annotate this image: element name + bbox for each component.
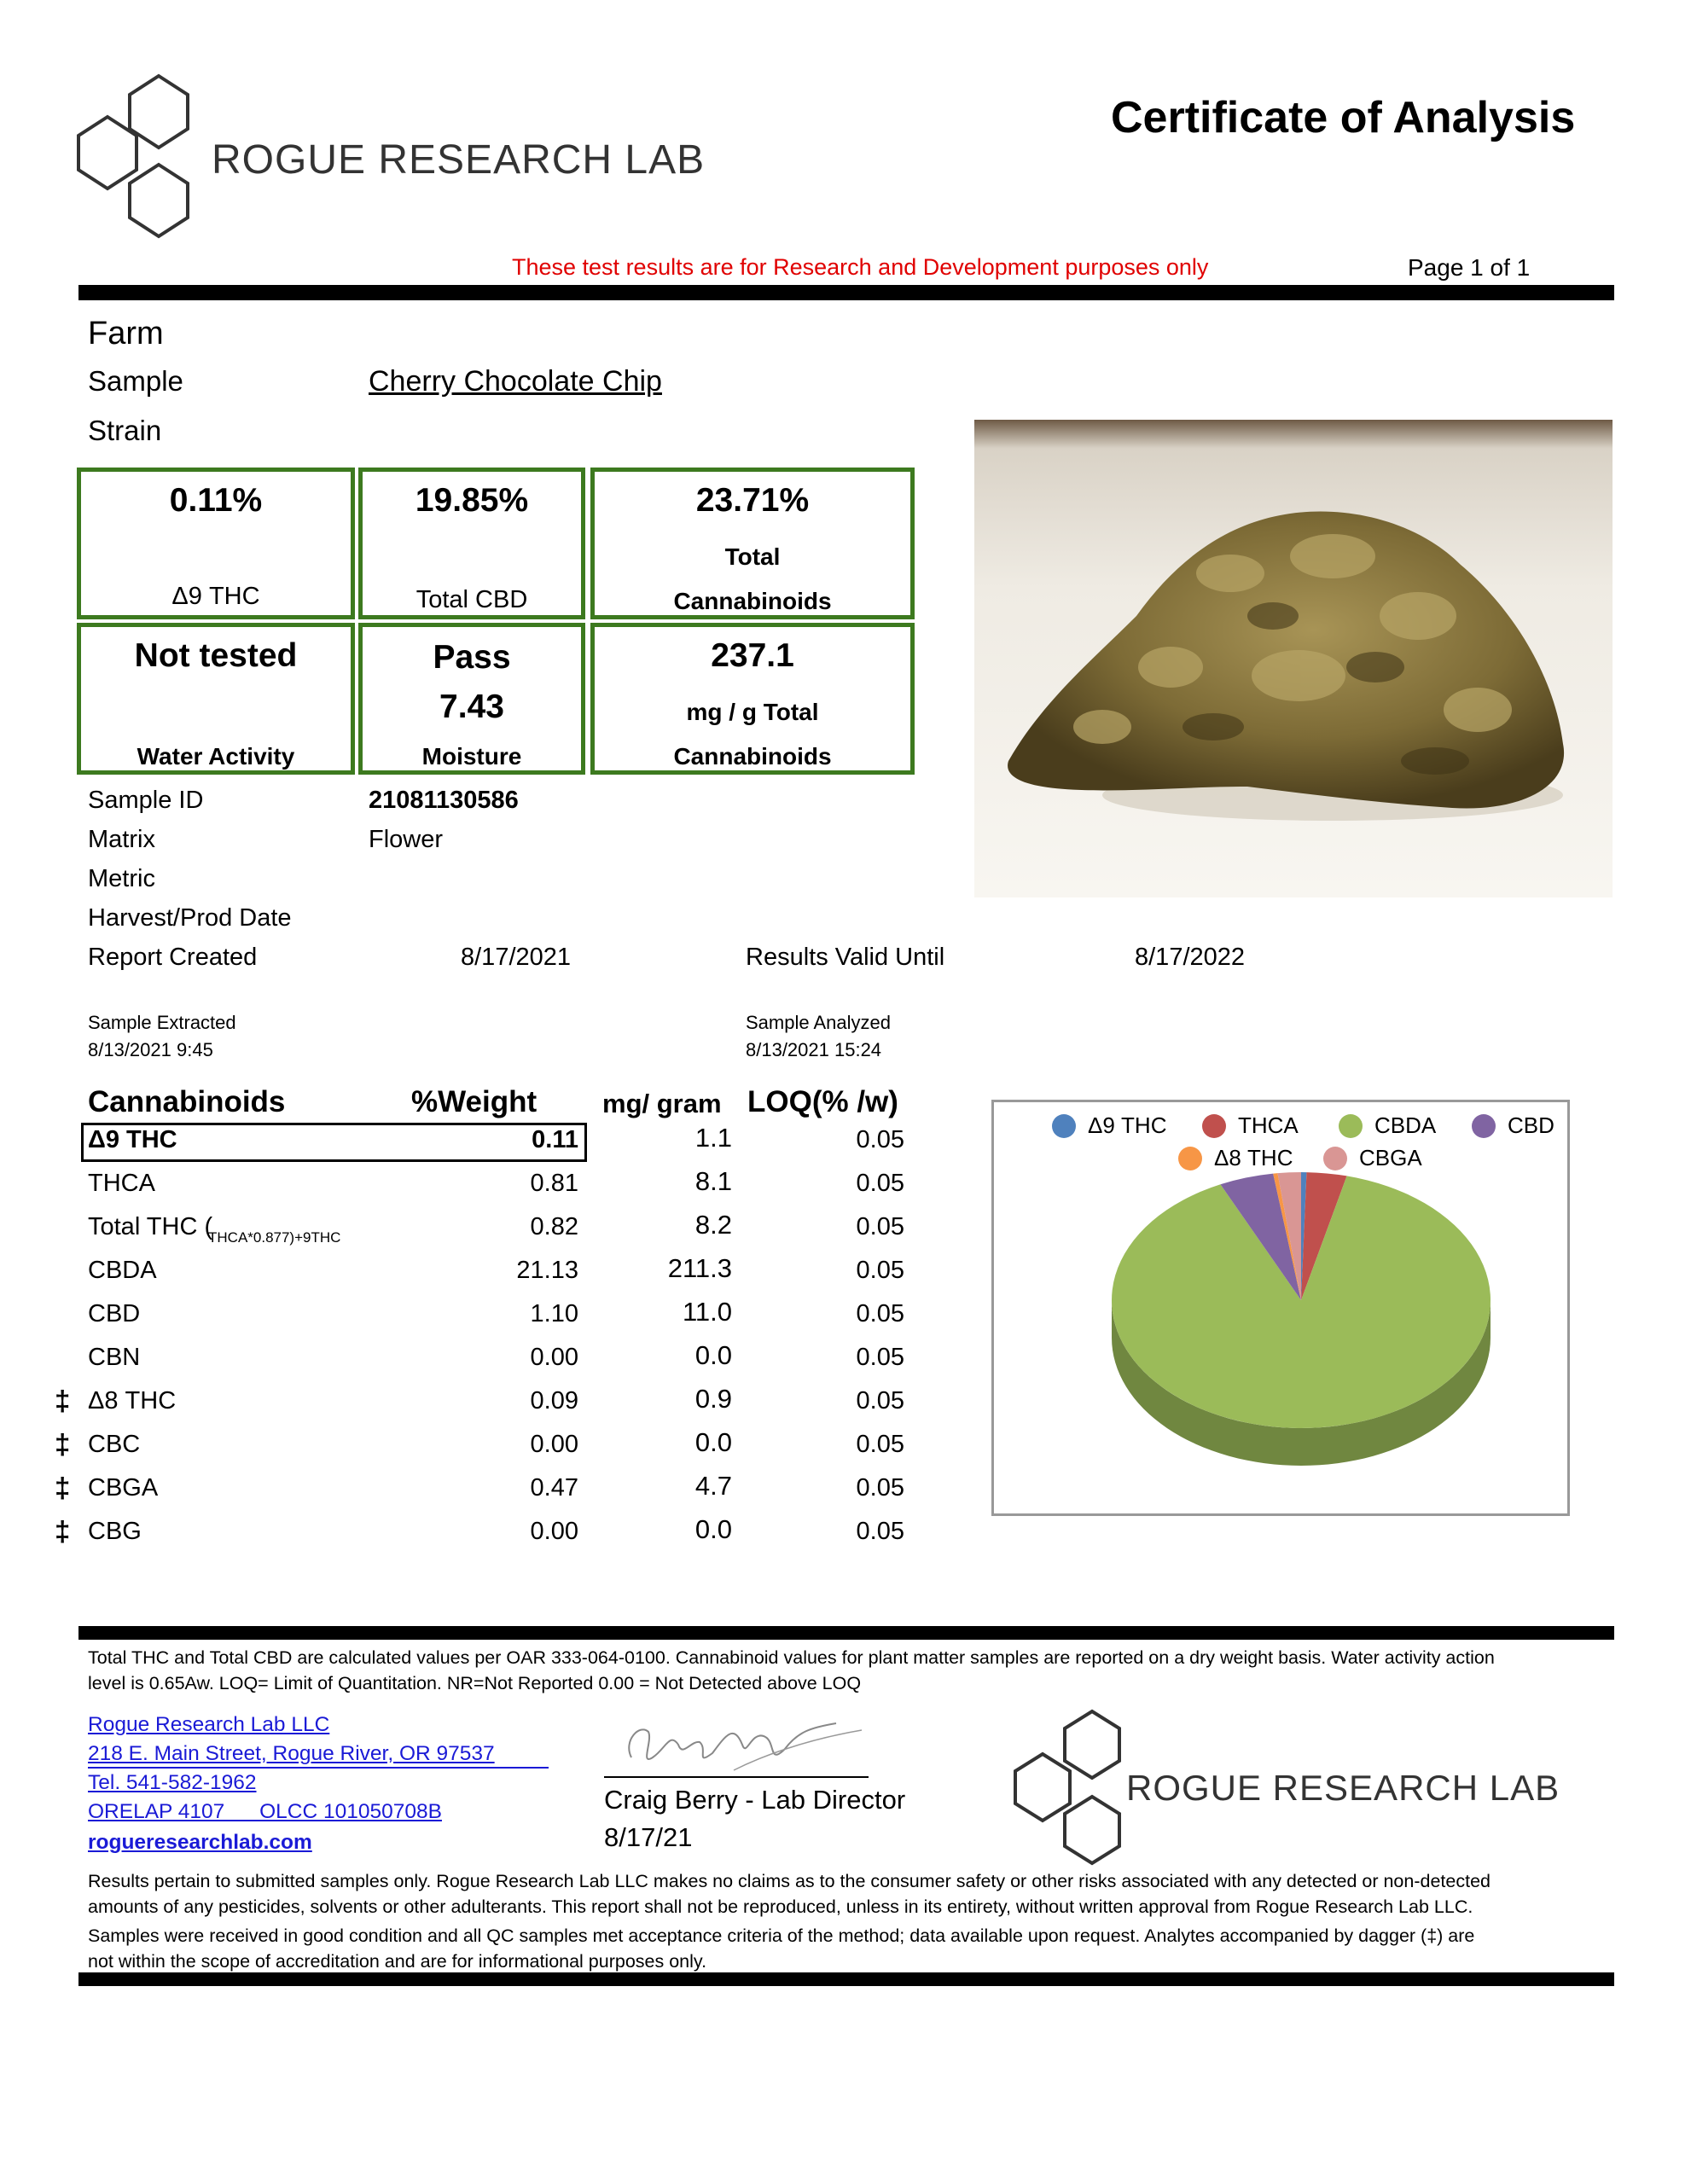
disclaimer-line1: Results pertain to submitted samples only. Rogue Research Lab LLC makes no claims as to the consumer safety or other risks associated with any detected or non-detected	[88, 1871, 1491, 1891]
weight-value: 0.00	[530, 1518, 578, 1545]
sample-extracted-label: Sample Extracted	[88, 1012, 236, 1033]
sample-extracted-date: 8/13/2021 9:45	[88, 1039, 213, 1060]
mg-value: 1.1	[694, 1123, 732, 1153]
moisture-label: Moisture	[421, 743, 522, 770]
legend-label: CBGA	[1359, 1145, 1422, 1170]
sample-label: Sample	[88, 365, 183, 397]
weight-value: 0.81	[530, 1170, 578, 1197]
cannabinoid-name: Total THC (	[88, 1213, 213, 1240]
weight-value: 0.09	[530, 1387, 578, 1414]
report-created-label: Report Created	[88, 944, 258, 971]
cannabinoid-pie-chart	[991, 1100, 1570, 1516]
loq-value: 0.05	[856, 1257, 904, 1284]
cannabinoid-name: CBC	[88, 1431, 141, 1458]
total-label: Total	[724, 543, 781, 570]
cannabinoids-label: Cannabinoids	[673, 588, 832, 614]
total-mg-box	[590, 623, 915, 775]
legend-label: CBD	[1508, 1112, 1554, 1138]
header-rule	[78, 285, 1614, 300]
legend-label: Δ8 THC	[1214, 1145, 1293, 1170]
footer-note-line2: level is 0.65Aw. LOQ= Limit of Quantitation. NR=Not Reported 0.00 = Not Detected above LOQ	[88, 1673, 862, 1693]
dagger-mark: ‡	[55, 1385, 71, 1416]
legend-label: Δ9 THC	[1088, 1112, 1167, 1138]
cbd-label: Total CBD	[415, 586, 528, 613]
sample-name: Cherry Chocolate Chip	[369, 365, 662, 398]
mg-value: 0.0	[694, 1340, 732, 1370]
footer-rule-bottom	[78, 1972, 1614, 1986]
matrix-label: Matrix	[88, 826, 155, 853]
cannabinoid-name: CBGA	[88, 1474, 159, 1502]
dagger-mark: ‡	[55, 1515, 71, 1547]
sample-analyzed-label: Sample Analyzed	[746, 1012, 891, 1033]
cbd-percent: 19.85%	[415, 482, 529, 519]
phone-link[interactable]: Tel. 541-582-1962	[88, 1771, 257, 1794]
loq-value: 0.05	[856, 1344, 904, 1371]
sample-id-label: Sample ID	[88, 787, 204, 814]
loq-value: 0.05	[856, 1518, 904, 1545]
results-valid-date: 8/17/2022	[1135, 944, 1246, 971]
signature-line	[604, 1776, 869, 1778]
water-activity-box	[77, 623, 355, 775]
footer-logo-hexagons	[973, 1706, 1143, 1877]
signature-date: 8/17/21	[604, 1822, 693, 1852]
weight-value: 0.82	[530, 1213, 578, 1240]
orelap-link[interactable]: ORELAP 4107 OLCC 101050708B	[88, 1800, 442, 1823]
moisture-status: Pass	[433, 639, 511, 676]
sample-id-value: 21081130586	[369, 787, 519, 814]
loq-value: 0.05	[856, 1300, 904, 1327]
cannabinoid-name: THCA	[88, 1170, 155, 1197]
research-notice: These test results are for Research and Development purposes only	[512, 254, 1209, 280]
weight-value: 0.00	[530, 1344, 578, 1371]
footer-note-line1: Total THC and Total CBD are calculated values per OAR 333-064-0100. Cannabinoid values for plant matter samples are reported on a dry weight basis. Water activity action	[88, 1647, 1495, 1668]
disclaimer-line2: amounts of any pesticides, solvents or other adulterants. This report shall not be reproduced, unless in its entirety, without written approval from Rogue Research Lab LLC.	[88, 1896, 1473, 1917]
weight-value: 0.11	[532, 1126, 578, 1153]
thc-summary-box	[77, 468, 355, 619]
mg-total-label: mg / g Total	[686, 699, 819, 725]
address-underline	[88, 1767, 549, 1769]
loq-value: 0.05	[856, 1431, 904, 1458]
weight-value: 0.00	[530, 1431, 578, 1458]
total-thc-formula-wrap	[208, 1221, 340, 1249]
water-activity-value: Not tested	[134, 637, 298, 674]
loq-value: 0.05	[856, 1170, 904, 1197]
weight-value: 0.47	[530, 1474, 578, 1502]
lab-name: ROGUE RESEARCH LAB	[212, 137, 706, 183]
col-header-loq: LOQ(% /w)	[747, 1085, 898, 1118]
dagger-mark: ‡	[55, 1428, 71, 1460]
harvest-date-label: Harvest/Prod Date	[88, 904, 292, 932]
cannabinoid-name: Δ8 THC	[88, 1387, 177, 1414]
total-mg-value: 237.1	[711, 637, 794, 674]
lab-logo-hexagons	[51, 73, 222, 252]
weight-value: 1.10	[530, 1300, 578, 1327]
weight-value: 21.13	[516, 1257, 578, 1284]
water-activity-label: Water Activity	[137, 743, 295, 770]
mg-value: 8.2	[694, 1210, 732, 1240]
loq-value: 0.05	[856, 1474, 904, 1502]
sample-photo	[974, 420, 1613, 897]
mg-value: 11.0	[682, 1297, 732, 1327]
address-link[interactable]: 218 E. Main Street, Rogue River, OR 97537	[88, 1742, 495, 1765]
report-created-date: 8/17/2021	[461, 944, 572, 971]
total-cannabinoids-box	[590, 468, 915, 619]
footer-lab-name: ROGUE RESEARCH LAB	[1126, 1768, 1560, 1808]
company-link[interactable]: Rogue Research Lab LLC	[88, 1713, 330, 1736]
director-signature	[614, 1706, 870, 1783]
col-header-cannabinoids: Cannabinoids	[88, 1085, 286, 1118]
total-cannabinoids-percent: 23.71%	[695, 482, 810, 519]
page-number: Page 1 of 1	[1408, 254, 1531, 281]
matrix-value: Flower	[369, 826, 444, 853]
mg-value: 8.1	[694, 1166, 732, 1196]
farm-label: Farm	[88, 316, 164, 351]
moisture-value: 7.43	[439, 688, 504, 725]
cannabinoid-name: CBG	[88, 1518, 142, 1545]
cbd-summary-box	[358, 468, 585, 619]
moisture-box	[358, 623, 585, 775]
mg-value: 211.3	[667, 1253, 732, 1283]
metric-label: Metric	[88, 865, 155, 892]
thc-percent: 0.11%	[169, 482, 263, 519]
disclaimer-line3: Samples were received in good condition and all QC samples met acceptance criteria of the method; data available upon request. Analytes accompanied by dagger (‡) are	[88, 1926, 1475, 1946]
col-header-mg-gram: mg/ gram	[602, 1089, 722, 1118]
legend-label: THCA	[1238, 1112, 1299, 1138]
pie-chart-svg	[994, 1102, 1567, 1513]
results-valid-label: Results Valid Until	[746, 944, 945, 971]
mg-value: 4.7	[694, 1471, 732, 1501]
sample-analyzed-date: 8/13/2021 15:24	[746, 1039, 882, 1060]
footer-rule-top	[78, 1626, 1614, 1640]
thc-label: Δ9 THC	[171, 583, 260, 610]
legend-label: CBDA	[1374, 1112, 1437, 1138]
mg-value: 0.0	[694, 1514, 732, 1544]
cannabinoid-name: Δ9 THC	[88, 1126, 177, 1153]
strain-label: Strain	[88, 415, 162, 446]
page-title: Certificate of Analysis	[1111, 93, 1576, 142]
dagger-mark: ‡	[55, 1472, 71, 1503]
cannabinoid-name: CBDA	[88, 1257, 157, 1284]
loq-value: 0.05	[856, 1126, 904, 1153]
loq-value: 0.05	[856, 1387, 904, 1414]
mg-value: 0.9	[694, 1384, 732, 1414]
loq-value: 0.05	[856, 1213, 904, 1240]
total-thc-formula: THCA*0.877)+9THC	[208, 1229, 341, 1246]
lab-director-name: Craig Berry - Lab Director	[604, 1785, 906, 1815]
cannabinoid-name: CBN	[88, 1344, 141, 1371]
cannabinoid-name: CBD	[88, 1300, 141, 1327]
mg-cannabinoids-label: Cannabinoids	[673, 743, 832, 770]
disclaimer-line4: not within the scope of accreditation and are for informational purposes only.	[88, 1951, 707, 1972]
mg-value: 0.0	[694, 1427, 732, 1457]
website-link[interactable]: rogueresearchlab.com	[88, 1831, 312, 1854]
col-header-weight: %Weight	[411, 1085, 538, 1118]
